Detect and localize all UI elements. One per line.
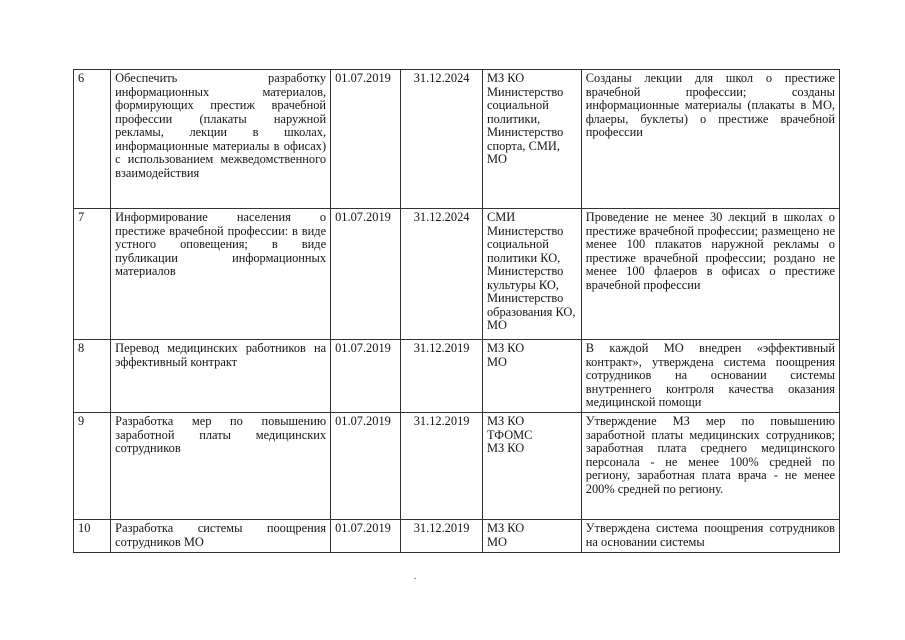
- table-row: [74, 70, 840, 209]
- executor: Министерство образования КО,: [486, 291, 576, 319]
- row-number: 10: [74, 520, 111, 553]
- scan-speck: [414, 578, 416, 579]
- executor: МЗ КО: [486, 71, 525, 85]
- start-date-cell: 01.07.2019: [331, 340, 401, 413]
- table-row: [74, 413, 840, 520]
- table-row: [74, 340, 840, 413]
- executor: Министерство спорта, СМИ,: [486, 125, 564, 153]
- result-cell: Утверждена система поощрения сотрудников на основании системы: [581, 520, 839, 553]
- executor: Министерство культуры КО,: [486, 264, 564, 292]
- activity-cell: Информирование населения о престиже врачебной профессии: в виде устного оповещения; в виде публикации информационных материалов: [111, 209, 331, 340]
- end-date-cell: 31.12.2024: [401, 70, 483, 209]
- executors-cell: [482, 520, 581, 553]
- activity-cell: Обеспечить разработку информационных материалов, формирующих престиж врачебной профессии (плакаты наружной рекламы, лекции в школах, информационные материалы в офисах) с использованием межведомственного взаимодействия: [111, 70, 331, 209]
- executor: МО: [486, 318, 507, 332]
- executor: СМИ: [486, 210, 516, 224]
- start-date-cell: 01.07.2019: [331, 70, 401, 209]
- end-date-cell: 31.12.2019: [401, 413, 483, 520]
- table-row: [74, 209, 840, 340]
- activity-cell: Разработка мер по повышению заработной платы медицинских сотрудников: [111, 413, 331, 520]
- executor: МЗ КО: [486, 414, 525, 428]
- result-cell: В каждой МО внедрен «эффективный контракт», утверждена система поощрения сотрудников на основании системы внутреннего контроля качества оказания медицинской помощи: [581, 340, 839, 413]
- result-cell: Созданы лекции для школ о престиже врачебной профессии; созданы информационные материалы (плакаты в МО, флаеры, буклеты) о престиже врачебной профессии: [581, 70, 839, 209]
- end-date-cell: 31.12.2024: [401, 209, 483, 340]
- result-cell: Утверждение МЗ мер по повышению заработной платы медицинских сотрудников; заработная плата среднего медицинского персонала - не менее 100% средней по региону, заработная плата врача - не менее 200% средней по региону.: [581, 413, 839, 520]
- plan-table: [73, 69, 840, 553]
- executors-cell: [482, 70, 581, 209]
- executor: МО: [486, 354, 507, 369]
- executor: МЗ КО: [486, 521, 525, 535]
- executor: МЗ КО: [486, 441, 525, 455]
- executor: МЗ КО: [486, 341, 525, 355]
- executor: МО: [486, 534, 507, 549]
- row-number: 8: [74, 340, 111, 413]
- end-date-cell: 31.12.2019: [401, 520, 483, 553]
- end-date-cell: 31.12.2019: [401, 340, 483, 413]
- executor: Министерство социальной политики,: [486, 84, 564, 126]
- row-number: 6: [74, 70, 111, 209]
- start-date-cell: 01.07.2019: [331, 413, 401, 520]
- executor: МО: [486, 152, 507, 166]
- executors-cell: [482, 340, 581, 413]
- activity-cell: Разработка системы поощрения сотрудников МО: [111, 520, 331, 553]
- executors-cell: [482, 209, 581, 340]
- executor: Министерство социальной политики КО,: [486, 223, 564, 265]
- executors-cell: [482, 413, 581, 520]
- executor: ТФОМС: [486, 427, 533, 442]
- start-date-cell: 01.07.2019: [331, 520, 401, 553]
- start-date-cell: 01.07.2019: [331, 209, 401, 340]
- result-cell: Проведение не менее 30 лекций в школах о престиже врачебной профессии; размещено не менее 100 плакатов наружной рекламы о престиже врачебной профессии; роздано не менее 100 флаеров в офисах о престиже врачебной профессии: [581, 209, 839, 340]
- activity-cell: Перевод медицинских работников на эффективный контракт: [111, 340, 331, 413]
- row-number: 7: [74, 209, 111, 340]
- table-row: [74, 520, 840, 553]
- row-number: 9: [74, 413, 111, 520]
